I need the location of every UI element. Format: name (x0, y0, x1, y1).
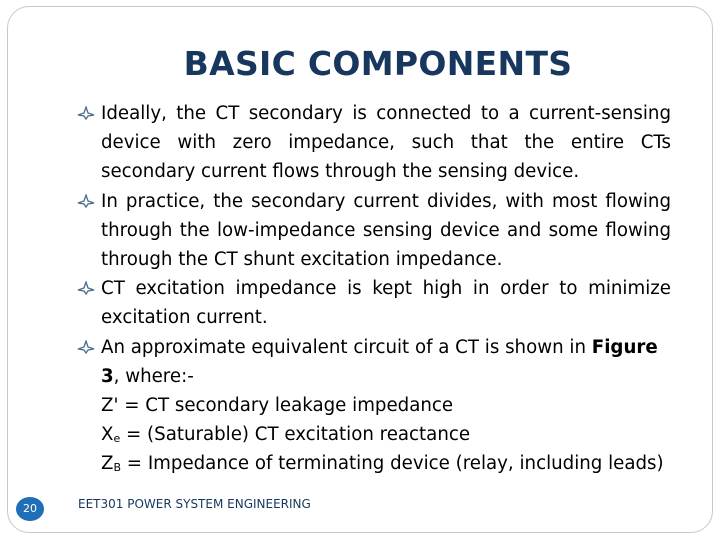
figure-reference: Figure 3 (101, 336, 658, 387)
bullet-item (77, 187, 671, 275)
bullet-item (77, 333, 671, 391)
definition-terminating-impedance: $Z_B$ = Impedance of terminating device (relay, including leads) (101, 453, 664, 475)
star-bullet-icon (77, 281, 95, 295)
star-bullet-icon (77, 106, 95, 120)
bullet-text: Ideally, the CT secondary is connected to a current-sensing device with zero impedance, such that the entire CTs secondary current flows through the sensing device. (101, 103, 671, 183)
bullet-text: An approximate equivalent circuit of a CT is shown in (101, 336, 592, 358)
bullet-text-end: , where:- (113, 365, 194, 387)
definition-excitation-reactance: $X_e$ = (Saturable) CT excitation reactance (101, 424, 471, 446)
page-number-badge: 20 (16, 497, 44, 521)
star-bullet-icon (77, 194, 95, 208)
star-bullet-icon (77, 340, 95, 354)
bullet-item (77, 274, 671, 332)
definition-leakage-impedance: Z' = CT secondary leakage impedance (101, 395, 454, 417)
bullet-text: In practice, the secondary current divides, with most flowing through the low-impedance sensing device and some flowing through the CT shunt excitation impedance. (101, 190, 671, 271)
slide-content (77, 99, 671, 479)
slide-title: BASIC COMPONENTS (183, 44, 573, 83)
bullet-item (77, 99, 671, 187)
footer-course-title: EET301 POWER SYSTEM ENGINEERING (78, 497, 311, 511)
bullet-text: CT excitation impedance is kept high in order to minimize excitation current. (101, 278, 671, 329)
